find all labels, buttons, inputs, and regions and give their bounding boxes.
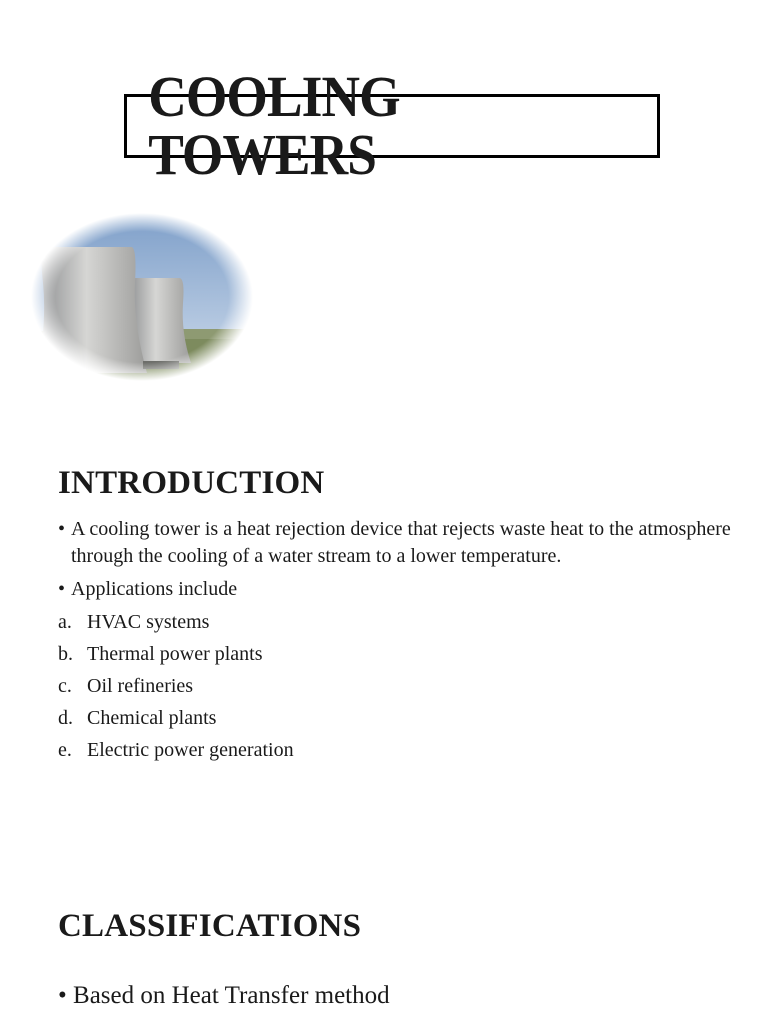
list-item [58, 576, 738, 603]
application-item [58, 737, 738, 764]
application-item [58, 641, 738, 668]
application-text: Chemical plants [87, 707, 217, 729]
application-text: Electric power generation [87, 739, 294, 761]
application-letter: c. [58, 675, 72, 697]
cooling-towers-photo [31, 213, 253, 381]
application-item [58, 705, 738, 732]
list-item [58, 516, 738, 570]
page-title: COOLING TOWERS [148, 64, 400, 187]
list-item [58, 980, 390, 1012]
introduction-heading: INTRODUCTION [58, 465, 325, 501]
bullet-icon: • [58, 982, 67, 1009]
application-text: Thermal power plants [87, 643, 263, 665]
bullet-text: A cooling tower is a heat rejection device that rejects waste heat to the atmosphere through the cooling of a water stream to a lower temperature. [71, 518, 731, 567]
application-text: HVAC systems [87, 611, 210, 633]
application-letter: e. [58, 739, 72, 761]
bullet-text: Applications include [71, 578, 238, 600]
bullet-icon: • [58, 518, 66, 540]
application-letter: d. [58, 707, 73, 729]
application-text: Oil refineries [87, 675, 194, 697]
classifications-list [58, 980, 390, 1012]
application-letter: a. [58, 611, 72, 633]
application-letter: b. [58, 643, 73, 665]
application-item [58, 609, 738, 636]
introduction-list [58, 516, 738, 769]
classifications-heading: CLASSIFICATIONS [58, 908, 362, 944]
application-item [58, 673, 738, 700]
bullet-text: Based on Heat Transfer method [73, 982, 390, 1009]
title-box [124, 64, 660, 187]
bullet-icon: • [58, 578, 66, 600]
